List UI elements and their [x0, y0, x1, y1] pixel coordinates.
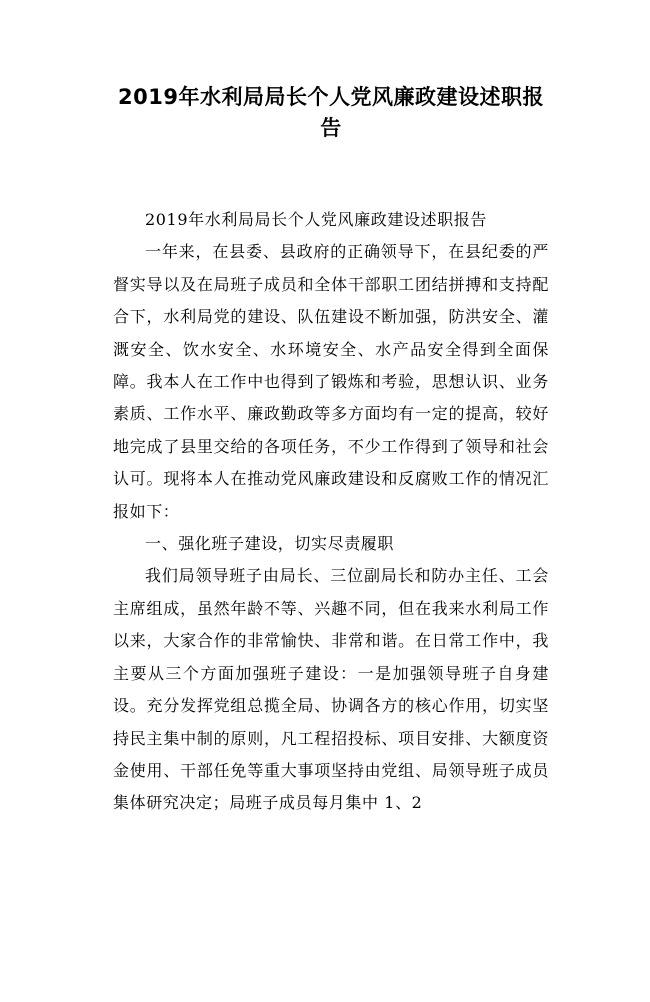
paragraph-section-one: 我们局领导班子由局长、三位副局长和防办主任、工会主席组成，虽然年龄不等、兴趣不同，但在我来水利局工作以来，大家合作的非常愉快、非常和谐。在日常工作中，我主要从三个方面加强班子建设：一是加强领导班子自身建设。充分发挥党组总揽全局、协调各方的核心作用，切实坚持民主集中制的原则，凡工程招投标、项目安排、大额度资金使用、干部任免等重大事项坚持由党组、局领导班子成员集体研究决定；局班子成员每月集中 1、2: [113, 566, 549, 813]
document-subtitle: 2019年水利局局长个人党风廉政建设述职报告: [145, 210, 487, 229]
paragraph-intro: 一年来，在县委、县政府的正确领导下，在县纪委的严督实导以及在局班子成员和全体干部职工团结拼搏和支持配合下，水利局党的建设、队伍建设不断加强，防洪安全、灌溉安全、饮水安全、水环境安全、水产品安全得到全面保障。我本人在工作中也得到了锻炼和考验，思想认识、业务素质、工作水平、廉政勤政等多方面均有一定的提高，较好地完成了县里交给的各项任务，不少工作得到了领导和社会认可。现将本人在推动党风廉政建设和反腐败工作的情况汇报如下：: [113, 242, 549, 521]
document-page: [0, 82, 650, 1002]
document-title: 2019年水利局局长个人党风廉政建设述职报告: [118, 85, 544, 140]
section-heading: 一、强化班子建设，切实尽责履职: [145, 534, 395, 554]
document-body: [113, 204, 549, 820]
